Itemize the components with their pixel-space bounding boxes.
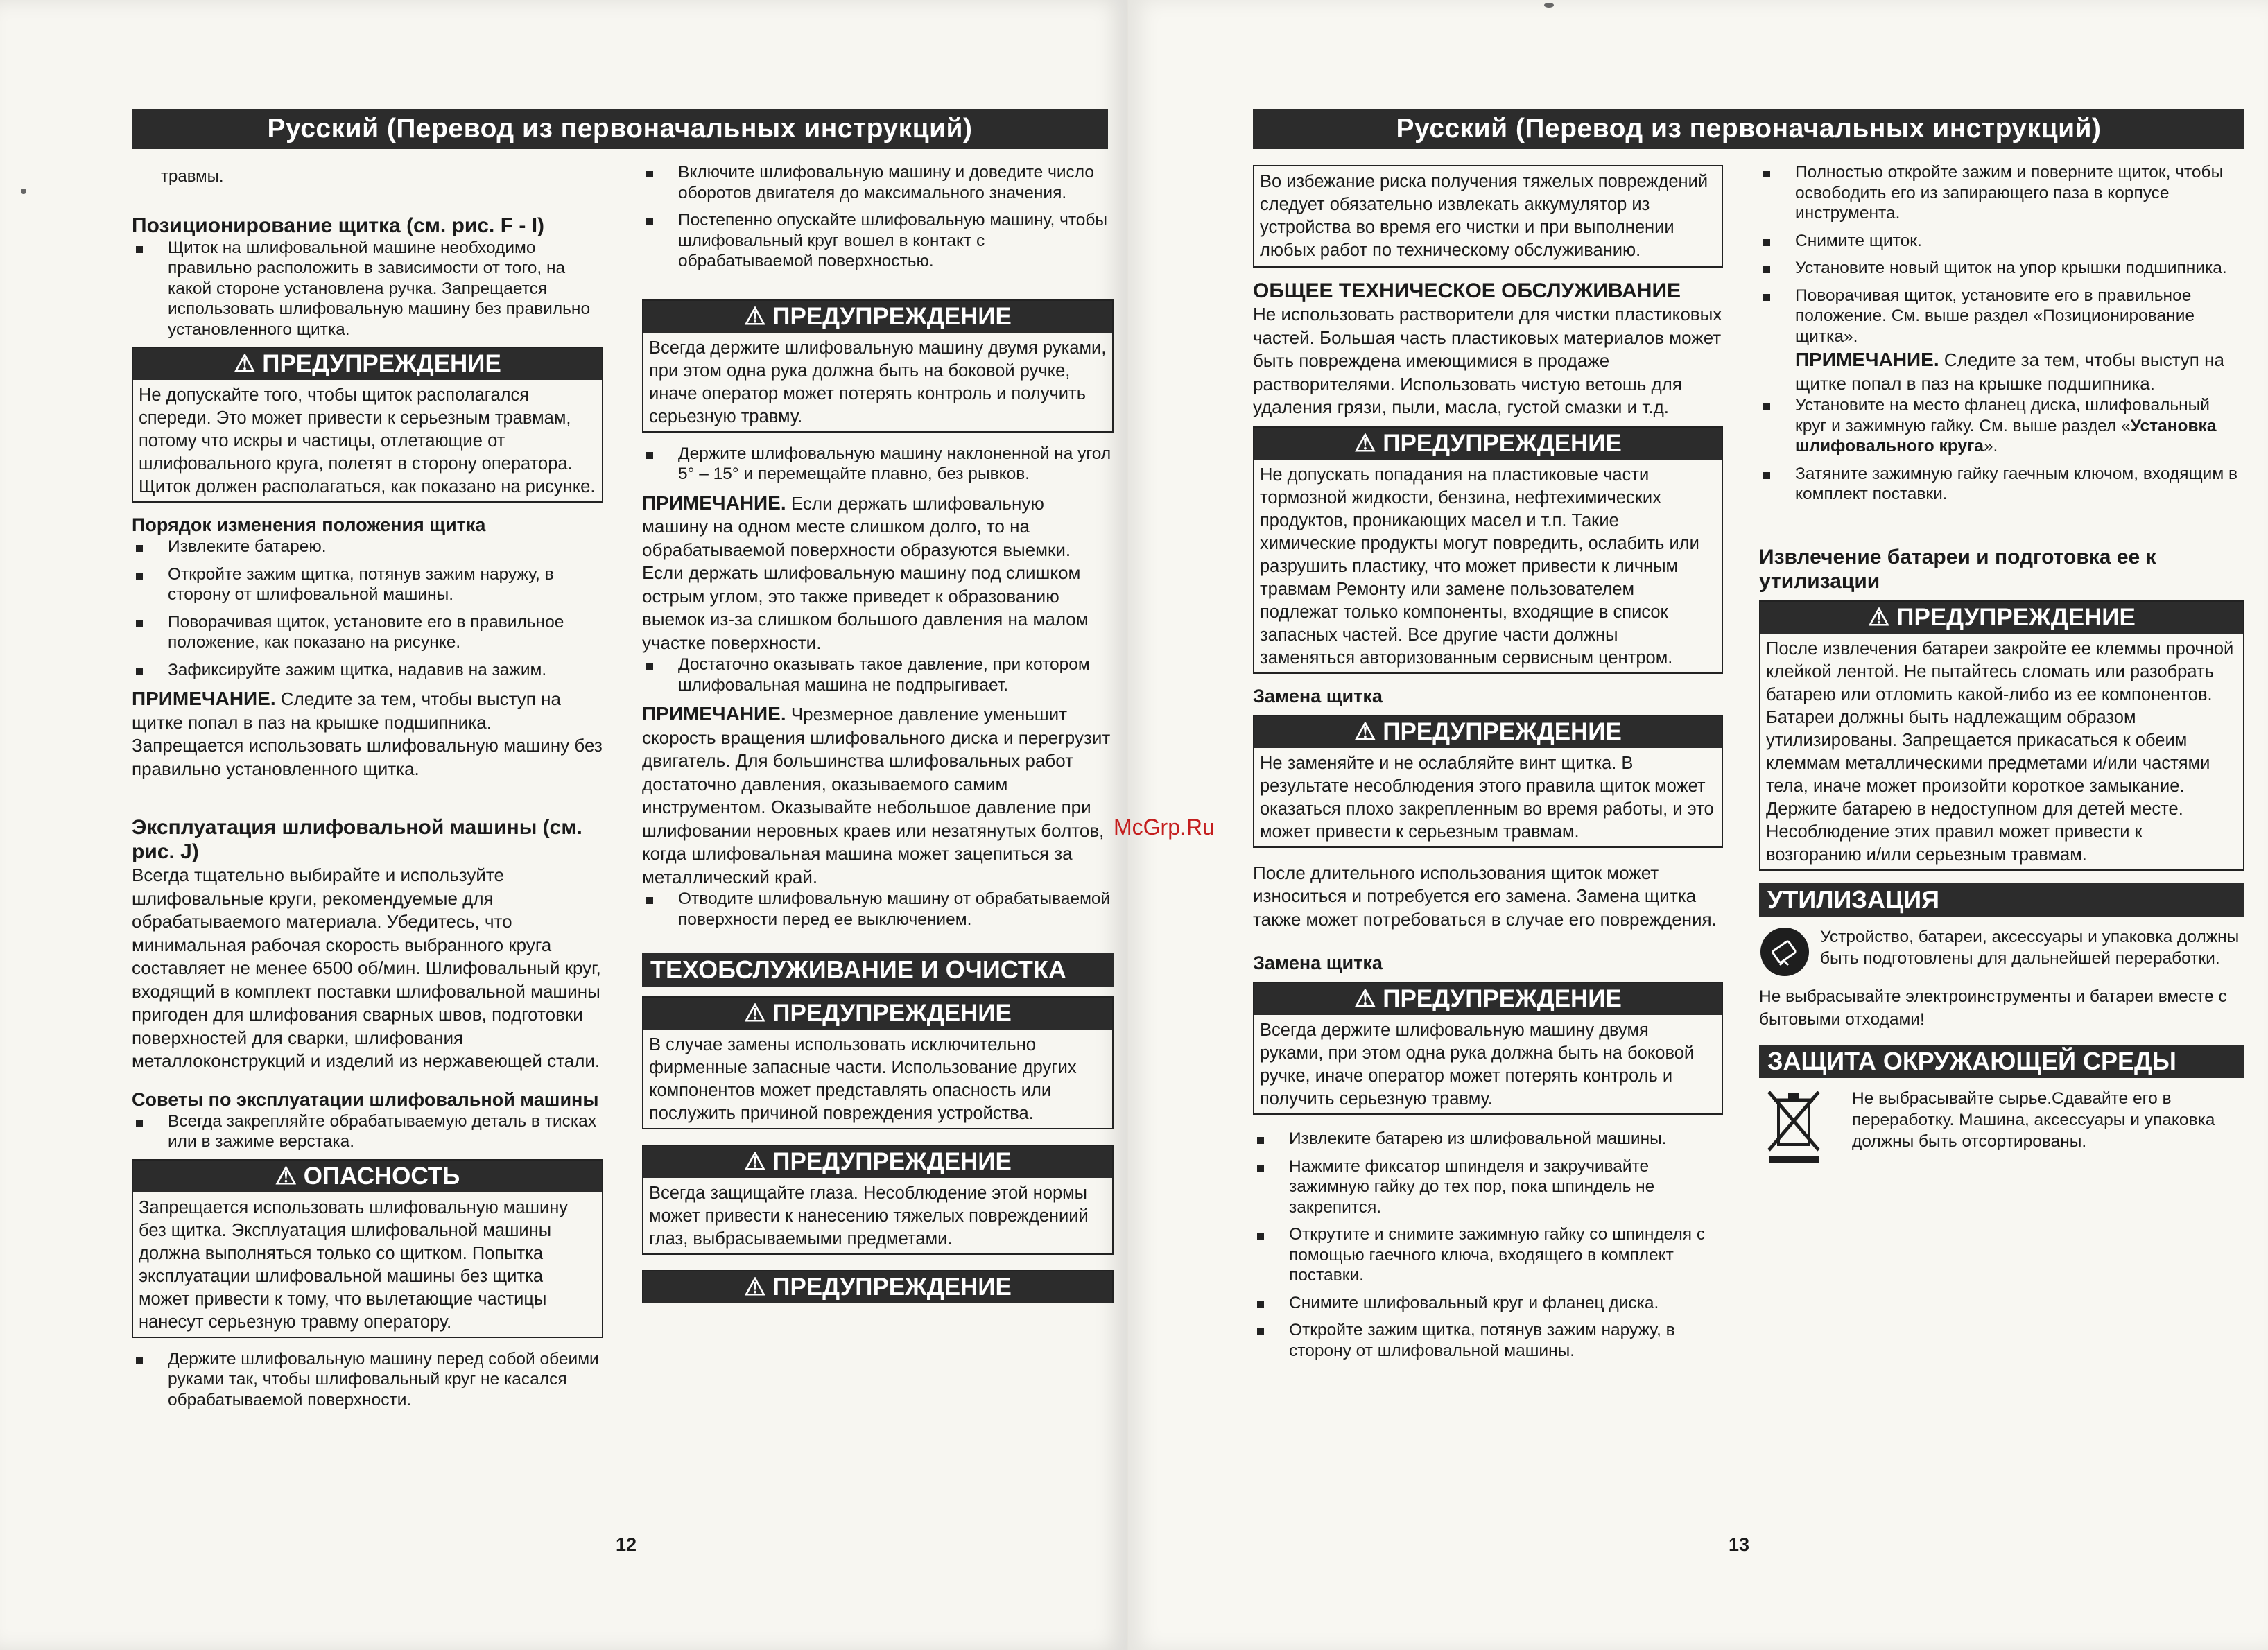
note-shield-ledge-right [1759,348,2244,395]
warning-header [643,998,1112,1030]
list-item: Извлеките батарею из шлифовальной машины. [1253,1129,1723,1149]
note-label: ПРИМЕЧАНИЕ. [1795,349,1939,370]
note-label: ПРИМЕЧАНИЕ. [132,688,276,709]
warning-triangle-icon: ⚠ [234,350,256,377]
recycle-battery-icon [1759,926,1810,981]
warning-title: ПРЕДУПРЕЖДЕНИЕ [772,1274,1012,1301]
list-item: Полностью откройте зажим и поверните щиток, чтобы освободить его из запирающего паза в корпусе инструмента. [1759,162,2244,224]
left-column-2 [642,162,1114,1314]
crossed-bin-icon [1759,1088,1828,1169]
warning-box-eyes [642,1145,1114,1255]
danger-box [132,1159,603,1338]
environment-row [1759,1088,2244,1169]
danger-header [133,1161,602,1192]
watermark: McGrp.Ru [1114,815,1215,840]
page-header-right: Русский (Перевод из первоначальных инструкций) [1253,109,2244,149]
warning-title: ПРЕДУПРЕЖДЕНИЕ [1896,603,2136,631]
page-header-left: Русский (Перевод из первоначальных инструкций) [132,109,1108,149]
list-item: Откройте зажим щитка, потянув зажим наружу, в сторону от шлифовальной машины. [1253,1320,1723,1361]
warning-text: Не допускать попадания на пластиковые части тормозной жидкости, бензина, нефтехимических продуктов, проникающих масел и т.п. Такие химические продукты могут повредить, ослабить или разрушить пластику, что может привести к личным травмам Ремонту или замене пользователем подлежат только компоненты, входящие в список запасных частей. Все другие части должны заменяться авторизованным сервисным центром. [1260,464,1699,668]
list-item: Откройте зажим щитка, потянув зажим наружу, в сторону от шлифовальной машины. [132,564,603,605]
warning-title: ПРЕДУПРЕЖДЕНИЕ [1383,718,1622,745]
withdraw-list [642,889,1114,930]
warning-box-front-shield [132,347,603,503]
page-number-right: 13 [1729,1534,1750,1555]
flange-text-end: ». [1983,437,1998,455]
heading-battery-removal: Извлечение батареи и подготовка ее к утилизации [1759,545,2156,593]
note-text: Если держать шлифовальную машину на одном месте слишком долго, то на обрабатываемой поверхности образуются выемки. Если держать шлифовальную машину под слишком острым углом, это также приведет к образованию выемок из-за слишком большого давления на малом участке поверхности. [642,492,1089,653]
warning-triangle-icon: ⚠ [744,302,766,330]
note-shield-ledge [132,687,603,781]
list-item: Отводите шлифовальную машину от обрабатываемой поверхности перед ее выключением. [642,889,1114,930]
flange-list [1759,395,2244,505]
warning-triangle-icon: ⚠ [1354,718,1376,745]
warning-title: ПРЕДУПРЕЖДЕНИЕ [262,350,501,377]
danger-title: ОПАСНОСТЬ [303,1162,460,1190]
section-environment: ЗАЩИТА ОКРУЖАЮЩЕЙ СРЕДЫ [1759,1045,2244,1078]
tips-list [132,1111,603,1152]
flange-reference: Установка шлифовального круга [1795,416,2217,455]
pressure-list [642,654,1114,695]
warning-text: Всегда держите шлифовальную машину двумя руками, при этом одна рука должна быть на боковой ручке, иначе оператор может потерять контроль и получить серьезную травму. [1260,1021,1695,1109]
heading-replace-shield-1: Замена щитка [1253,685,1383,706]
right-column-1 [1253,165,1723,1368]
list-item: Постепенно опускайте шлифовальную машину, чтобы шлифовальный круг вошел в контакт с обрабатываемой поверхностью. [642,210,1114,272]
warning-title: ПРЕДУПРЕЖДЕНИЕ [772,1148,1012,1175]
danger-text: Запрещается использовать шлифовальную машину без щитка. Эксплуатация шлифовальной машины должна выполняться только со щитком. Попытка эксплуатации шлифовальной машины без щитка может привести к тому, что вылетающие частицы нанесут серьезную травму оператору. [139,1197,569,1332]
environment-text: Не выбрасывайте сырье.Сдавайте его в переработку. Машина, аксессуары и упаковка должны быть отсортированы. [1852,1088,2215,1151]
warning-triangle-icon: ⚠ [1868,603,1890,631]
list-item: Зафиксируйте зажим щитка, надавив на зажим. [132,660,603,681]
scan-speck [21,189,26,194]
warning-text: Всегда защищайте глаза. Несоблюдение этой нормы может привести к нанесению тяжелых повреждениий глаз, выбрасываемыми предметами. [649,1183,1089,1249]
shield-list [132,238,603,340]
warning-triangle-icon: ⚠ [1354,985,1376,1012]
replace-steps-list [1253,1129,1723,1361]
warning-header [643,301,1112,333]
warning-header [133,348,602,380]
note-label: ПРИМЕЧАНИЕ. [642,703,786,724]
note-text: Чрезмерное давление уменьшит скорость вращения шлифовального диска и перегрузит двигатель. Для большинства шлифовальных работ достаточно давления, оказываемого самим инструментом. Оказывайте небольшое давление при шлифовании неровных краев или незатянутых болтов, когда шлифовальная машина может зацепиться за металлический край. [642,704,1111,887]
flange-text: Установите на место фланец диска, шлифовальный круг и зажимную гайку. См. выше раздел « [1795,396,2210,435]
list-item: Снимите шлифовальный круг и фланец диска. [1253,1293,1723,1314]
warning-text: После извлечения батареи закройте ее клеммы прочной клейкой лентой. Не пытайтесь сломать или разобрать батарею или отломить какой-либо из ее компонентов. Батареи должны быть надлежащим образом утилизированы. Запрещается прикасаться к обеим клеммам металлическими предметами и/или частями тела, иначе может произойти короткое замыкание. Держите батарею в недоступном для детей месте. Несоблюдение этих правил может привести к возгоранию и/или серьезным травмам. [1766,639,2234,865]
right-page [1128,0,2268,1650]
warning-header [1254,716,1722,748]
warning-text: В случае замены использовать исключительно фирменные запасные части. Использование других компонентов может представлять опасность или послужить причиной повреждения устройства. [649,1035,1077,1123]
warning-header [1254,428,1722,460]
list-item: Снимите щиток. [1759,231,2244,252]
right-column-2 [1759,162,2244,1173]
warning-box-spare-parts [642,996,1114,1129]
general-text: Не использовать растворители для чистки пластиковых частей. Большая часть пластиковых материалов может быть повреждена имеющимися в продаже растворителями. Использовать чистую ветошь для удаления грязи, пыли, масла, густой смазки и т.д. [1253,304,1722,417]
warning-box-cut-off [642,1270,1114,1303]
final-list [132,1349,603,1411]
warning-triangle-icon: ⚠ [275,1162,297,1190]
note-text: Следите за тем, чтобы выступ на щитке попал в паз на крышке подшипника. [1795,349,2224,394]
heading-order: Порядок изменения положения щитка [132,514,486,535]
warning-header [643,1271,1112,1303]
intro-warning-box: Во избежание риска получения тяжелых повреждений следует обязательно извлекать аккумулятор из устройства во время его чистки и при выполнении любых работ по техническому обслуживанию. [1253,165,1723,268]
left-page [0,0,1127,1650]
list-item [1759,395,2244,457]
list-item: Извлеките батарею. [132,537,603,557]
list-item: Установите новый щиток на упор крышки подшипника. [1759,258,2244,279]
warning-triangle-icon: ⚠ [744,1148,766,1175]
warning-header [643,1146,1112,1178]
heading-replace-shield-2: Замена щитка [1253,953,1383,973]
warning-title: ПРЕДУПРЕЖДЕНИЕ [1383,429,1622,457]
warning-box-two-hands [642,299,1114,433]
list-item: Держите шлифовальную машину перед собой обеими руками так, чтобы шлифовальный круг не касался обрабатываемой поверхности. [132,1349,603,1411]
shield-steps-list [1759,162,2244,347]
list-item: Затяните зажимную гайку гаечным ключом, входящим в комплект поставки. [1759,464,2244,505]
heading-general-maintenance: ОБЩЕЕ ТЕХНИЧЕСКОЕ ОБСЛУЖИВАНИЕ [1253,279,1681,302]
list-item: Достаточно оказывать такое давление, при котором шлифовальная машина не подпрыгивает. [642,654,1114,695]
page-number-left: 12 [616,1534,637,1555]
heading-shield-positioning: Позиционирование щитка (см. рис. F - I) [132,214,545,237]
list-item: Включите шлифовальную машину и доведите число оборотов двигателя до максимального значения. [642,162,1114,203]
scan-speck [1544,3,1554,8]
operation-text: Всегда тщательно выбирайте и используйте шлифовальные круги, рекомендуемые для обрабатываемого материала. Убедитесь, что минимальная рабочая скорость выбранного круга составляет не менее 6500 об/мин. Шлифовальный круг, входящий в комплект поставки шлифовальной машины пригоден для шлифования сварных швов, подготовки поверхностей для сварки, шлифования металлоконструкций и изделий из нержавеющей стали. [132,865,601,1071]
note-text: Следите за тем, чтобы выступ на щитке попал в паз на крышке подшипника. Запрещается использовать шлифовальную машину без правильно установленного щитка. [132,688,603,779]
section-disposal: УТИЛИЗАЦИЯ [1759,883,2244,917]
order-list [132,537,603,680]
list-item: Поворачивая щиток, установите его в правильное положение. См. выше раздел «Позиционирование щитка». [1759,286,2244,347]
disposal-text-2: Не выбрасывайте электроинструменты и батареи вместе с бытовыми отходами! [1759,987,2227,1029]
warning-box-two-hands-right [1253,982,1723,1115]
disposal-row [1759,926,2244,981]
warning-box-plastics [1253,426,1723,674]
heading-tips: Советы по эксплуатации шлифовальной машины [132,1088,599,1110]
note-excessive-pressure [642,702,1114,889]
switch-on-list [642,162,1114,272]
warning-triangle-icon: ⚠ [744,1274,766,1301]
list-item: Всегда закрепляйте обрабатываемую деталь в тисках или в зажиме верстака. [132,1111,603,1152]
warning-text: Всегда держите шлифовальную машину двумя руками, при этом одна рука должна быть на боковой ручке, иначе оператор может потерять контроль и получить серьезную травму. [649,338,1107,426]
warning-title: ПРЕДУПРЕЖДЕНИЕ [772,302,1012,330]
warning-triangle-icon: ⚠ [1354,429,1376,457]
warning-triangle-icon: ⚠ [744,1000,766,1027]
note-recesses [642,492,1114,655]
warning-title: ПРЕДУПРЕЖДЕНИЕ [1383,985,1622,1012]
warning-text: Не заменяйте и не ослабляйте винт щитка. В результате несоблюдения этого правила щиток может оказаться плохо закрепленным во время работы, и это может привести к серьезным травмам. [1260,753,1714,842]
warning-box-battery [1759,600,2244,871]
note-label: ПРИМЕЧАНИЕ. [642,492,786,514]
heading-operation: Эксплуатация шлифовальной машины (см. рис. J) [132,816,582,863]
list-item: Щиток на шлифовальной машине необходимо правильно расположить в зависимости от того, на какой стороне установлена ручка. Запрещается использовать шлифовальную машину без правильно установленного щитка. [132,238,603,340]
warning-header [1760,602,2243,634]
list-item: Поворачивая щиток, установите его в правильное положение, как показано на рисунке. [132,612,603,653]
warning-text: Не допускайте того, чтобы щиток располагался спереди. Это может привести к серьезным травмам, потому что искры и частицы, отлетающие от шлифовального круга, полетят в сторону оператора. Щиток должен располагаться, как показано на рисунке. [139,385,596,496]
warning-title: ПРЕДУПРЕЖДЕНИЕ [772,1000,1012,1027]
disposal-text: Устройство, батареи, аксессуары и упаковка должны быть подготовлены для дальнейшей переработки. [1820,927,2240,968]
section-maintenance: ТЕХОБСЛУЖИВАНИЕ И ОЧИСТКА [642,953,1114,987]
warning-box-screw [1253,715,1723,848]
list-item: Держите шлифовальную машину наклоненной на угол 5° – 15° и перемещайте плавно, без рывков. [642,444,1114,485]
replace-text: После длительного использования щиток может износиться и потребуется его замена. Замена щитка также может потребоваться в случае его повреждения. [1253,862,1717,930]
list-item: Открутите и снимите зажимную гайку со шпинделя с помощью гаечного ключа, входящего в комплект поставки. [1253,1224,1723,1286]
tilt-list [642,444,1114,485]
top-fragment: травмы. [161,167,224,186]
warning-header [1254,983,1722,1015]
left-column-1 [132,165,603,1417]
list-item: Нажмите фиксатор шпинделя и закручивайте зажимную гайку до тех пор, пока шпиндель не закрепится. [1253,1156,1723,1218]
